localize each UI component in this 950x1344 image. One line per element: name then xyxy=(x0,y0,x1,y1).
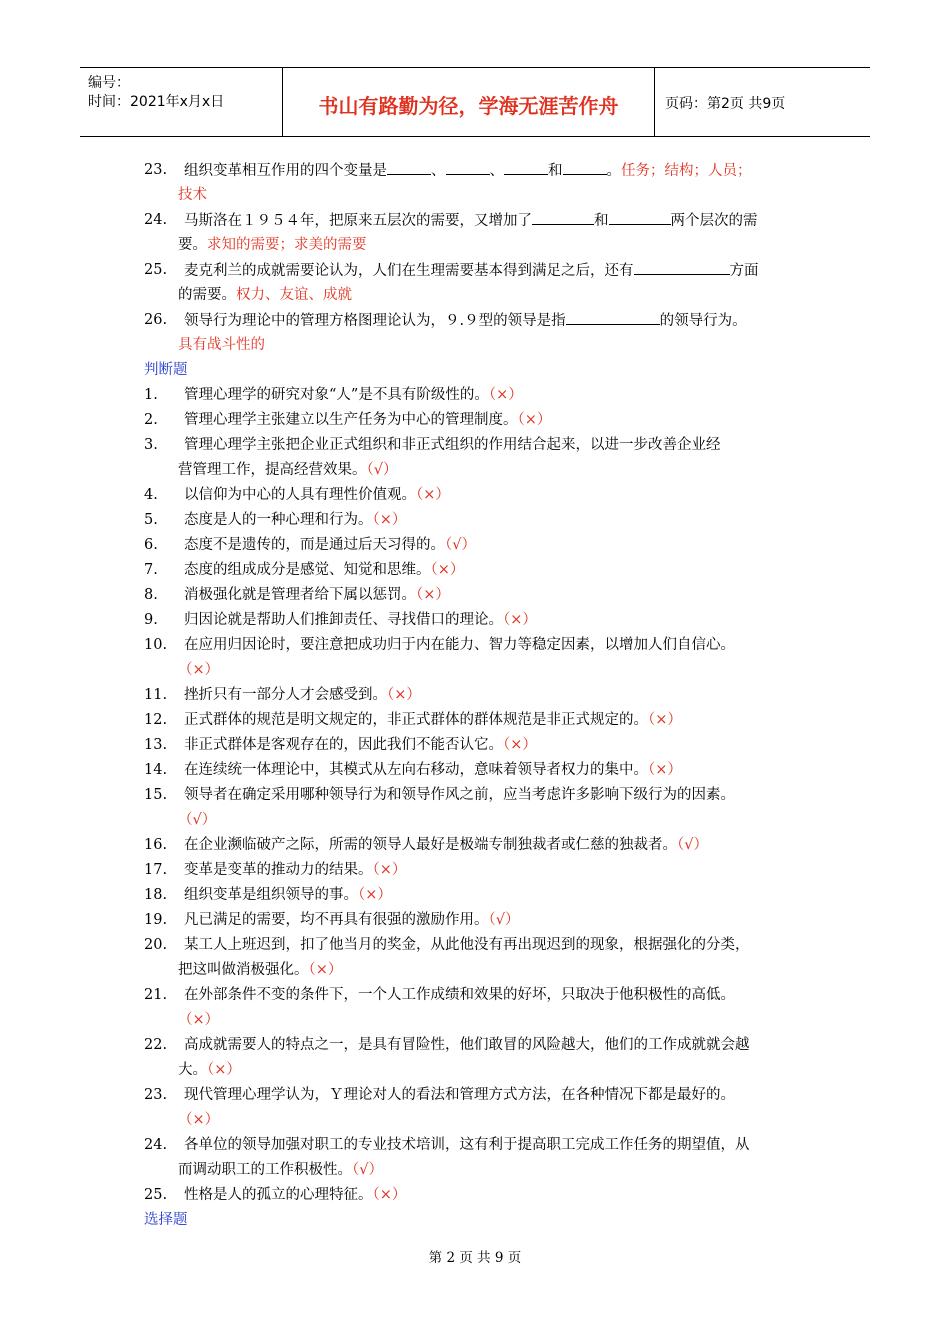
item-number: 17. xyxy=(144,862,168,878)
item-number: 19. xyxy=(144,912,168,928)
judge-item xyxy=(144,733,824,758)
item-text: 管理心理学主张把企业正式组织和非正式组织的作用结合起来，以进一步改善企业经 xyxy=(184,437,721,453)
item-answer: （×） xyxy=(372,512,407,528)
judge-item-cont xyxy=(144,1108,824,1133)
item-number: 12. xyxy=(144,712,168,728)
item-text: 各单位的领导加强对职工的专业技术培训，这有利于提高职工完成工作任务的期望值，从 xyxy=(184,1137,750,1153)
judge-item-cont xyxy=(144,458,824,483)
item-answer: 具有战斗性的 xyxy=(178,337,265,353)
item-text: 凡已满足的需要，均不再具有很强的激励作用。（√） xyxy=(184,912,520,928)
item-answer: （×） xyxy=(648,712,682,728)
judge-item-cont xyxy=(144,1058,824,1083)
item-answer: 权力、友谊、成就 xyxy=(236,287,352,303)
item-answer: （×） xyxy=(358,887,392,903)
judge-item xyxy=(144,583,824,608)
doc-code-label: 编号： xyxy=(88,75,130,91)
item-answer: （×） xyxy=(648,762,682,778)
item-number: 9. xyxy=(144,612,158,628)
judge-item xyxy=(144,1083,824,1108)
item-number: 24. xyxy=(144,212,168,228)
item-number: 1. xyxy=(144,387,158,403)
item-answer: （×） xyxy=(503,612,537,628)
item-text: 领导行为理论中的管理方格图理论认为，９.９型的领导是指 的领导行为。 xyxy=(184,308,747,334)
item-text: 高成就需要人的特点之一，是具有冒险性，他们敢冒的风险越大，他们的工作成就就会越 xyxy=(184,1037,750,1053)
item-answer: （×） xyxy=(308,962,343,978)
item-text: 领导者在确定采用哪种领导行为和领导作风之前，应当考虑许多影响下级行为的因素。 xyxy=(184,787,735,803)
item-answer: （×） xyxy=(372,862,407,878)
item-number: 20. xyxy=(144,937,168,953)
item-number: 3. xyxy=(144,437,158,453)
header-motto-cell xyxy=(283,68,655,136)
item-answer: （×） xyxy=(178,662,220,678)
item-answer: （×） xyxy=(416,587,450,603)
fill-item-cont xyxy=(144,183,824,208)
header-page-code: 页码：第2页 共9页 xyxy=(665,96,786,112)
item-text: 的需要。权力、友谊、成就 xyxy=(178,287,352,303)
judge-item xyxy=(144,1183,824,1208)
item-number: 15. xyxy=(144,787,168,803)
item-text: 挫折只有一部分人才会感受到。（×） xyxy=(184,687,421,703)
section-row xyxy=(144,1208,824,1233)
item-number: 2. xyxy=(144,412,158,428)
item-answer: （×） xyxy=(178,1112,220,1128)
fill-item xyxy=(144,158,824,183)
item-text: 麦克利兰的成就需要论认为，人们在生理需要基本得到满足之后，还有 方面 xyxy=(184,258,759,284)
item-answer: （×） xyxy=(517,412,552,428)
item-number: 5. xyxy=(144,512,158,528)
item-answer: （√） xyxy=(488,912,520,928)
item-text: 以信仰为中心的人具有理性价值观。（×） xyxy=(184,487,450,503)
judge-item xyxy=(144,1133,824,1158)
section-heading-judge: 判断题 xyxy=(144,362,188,378)
header-meta-cell xyxy=(80,68,283,136)
item-answer: （×） xyxy=(387,687,421,703)
fill-item-cont xyxy=(144,333,824,358)
judge-item xyxy=(144,708,824,733)
item-text: 马斯洛在１９５４年，把原来五层次的需要，又增加了 和 两个层次的需 xyxy=(184,208,758,234)
item-text: 性格是人的孤立的心理特征。（×） xyxy=(184,1187,407,1203)
item-number: 7. xyxy=(144,562,158,578)
item-answer: （×） xyxy=(207,1062,241,1078)
header-page-cell xyxy=(655,68,870,136)
item-text: 态度的组成成分是感觉、知觉和思维。（×） xyxy=(184,562,465,578)
judge-item xyxy=(144,433,824,458)
judge-item-cont xyxy=(144,658,824,683)
header-motto: 书山有路勤为径，学海无涯苦作舟 xyxy=(318,94,619,118)
judge-item xyxy=(144,858,824,883)
item-text-cont: 营管理工作，提高经营效果。（√） xyxy=(178,462,398,478)
item-number: 6. xyxy=(144,537,158,553)
section-row xyxy=(144,358,824,383)
item-number: 25. xyxy=(144,1187,168,1203)
judge-item-cont xyxy=(144,1158,824,1183)
page-footer: 第 2 页 共 9 页 xyxy=(428,1250,522,1266)
page-header xyxy=(80,67,870,137)
item-number: 11. xyxy=(144,687,168,703)
judge-item xyxy=(144,533,824,558)
item-number: 21. xyxy=(144,987,168,1003)
item-text: 变革是变革的推动力的结果。（×） xyxy=(184,862,407,878)
item-number: 26. xyxy=(144,312,168,328)
doc-date-label: 时间：2021年x月x日 xyxy=(88,94,225,110)
item-text-cont xyxy=(178,808,216,833)
item-answer: （×） xyxy=(416,487,450,503)
item-text: 非正式群体是客观存在的，因此我们不能否认它。（×） xyxy=(184,737,537,753)
judge-item xyxy=(144,408,824,433)
judge-item xyxy=(144,508,824,533)
item-answer: （√） xyxy=(677,837,708,853)
judge-item xyxy=(144,833,824,858)
item-text: 组织变革是组织领导的事。（×） xyxy=(184,887,392,903)
item-text: 在外部条件不变的条件下，一个人工作成绩和效果的好坏，只取决于他积极性的高低。 xyxy=(184,987,735,1003)
item-text: 在企业濒临破产之际，所需的领导人最好是极端专制独裁者或仁慈的独裁者。（√） xyxy=(184,837,708,853)
item-text: 在连续统一体理论中，其模式从左向右移动，意味着领导者权力的集中。（×） xyxy=(184,762,682,778)
item-answer: （√） xyxy=(445,537,476,553)
item-text-cont: 而调动职工的工作积极性。（√） xyxy=(178,1162,383,1178)
judge-item xyxy=(144,908,824,933)
judge-item-cont xyxy=(144,1008,824,1033)
item-number: 10. xyxy=(144,637,168,653)
item-number: 23. xyxy=(144,1087,168,1103)
item-text-cont: 把这叫做消极强化。（×） xyxy=(178,962,343,978)
item-text: 在应用归因论时，要注意把成功归于内在能力、智力等稳定因素，以增加人们自信心。 xyxy=(184,637,735,653)
item-number: 16. xyxy=(144,837,168,853)
item-text: 归因论就是帮助人们推卸责任、寻找借口的理论。（×） xyxy=(184,612,537,628)
item-text-cont: 大。（×） xyxy=(178,1062,241,1078)
judge-item xyxy=(144,383,824,408)
item-text: 管理心理学的研究对象“人”是不具有阶级性的。（×） xyxy=(184,387,523,403)
judge-item xyxy=(144,783,824,808)
item-number: 23. xyxy=(144,162,168,178)
judge-item xyxy=(144,883,824,908)
section-heading-choice: 选择题 xyxy=(144,1212,188,1228)
item-text: 组织变革相互作用的四个变量是 、 、 和 。任务；结构；人员； xyxy=(184,158,752,184)
item-number: 25. xyxy=(144,262,168,278)
item-answer: （×） xyxy=(430,562,465,578)
document-body xyxy=(144,158,824,1233)
item-text-cont xyxy=(178,1008,219,1033)
item-number: 8. xyxy=(144,587,158,603)
item-text: 要。求知的需要；求美的需要 xyxy=(178,237,367,253)
item-number: 18. xyxy=(144,887,168,903)
item-answer: （×） xyxy=(503,737,537,753)
judge-item xyxy=(144,633,824,658)
item-number: 22. xyxy=(144,1037,168,1053)
item-text: 态度是人的一种心理和行为。（×） xyxy=(184,512,407,528)
item-text: 某工人上班迟到，扣了他当月的奖金，从此他没有再出现迟到的现象，根据强化的分类， xyxy=(184,937,750,953)
fill-item xyxy=(144,258,824,283)
item-answer: （√） xyxy=(352,1162,383,1178)
judge-item-cont xyxy=(144,808,824,833)
fill-item-cont xyxy=(144,233,824,258)
judge-item xyxy=(144,483,824,508)
item-number: 24. xyxy=(144,1137,168,1153)
item-number: 4. xyxy=(144,487,158,503)
item-answer: （×） xyxy=(488,387,523,403)
judge-list xyxy=(144,383,824,1208)
item-text: 态度不是遗传的，而是通过后天习得的。（√） xyxy=(184,537,476,553)
item-text-cont xyxy=(178,1108,219,1133)
judge-item xyxy=(144,758,824,783)
item-answer: 技术 xyxy=(178,187,207,203)
judge-item xyxy=(144,558,824,583)
item-answer: （√） xyxy=(366,462,398,478)
fill-item xyxy=(144,308,824,333)
judge-item xyxy=(144,608,824,633)
item-text: 消极强化就是管理者给下属以惩罚。（×） xyxy=(184,587,450,603)
item-text-cont xyxy=(178,658,219,683)
item-answer: （√） xyxy=(178,812,217,828)
judge-item xyxy=(144,683,824,708)
judge-item xyxy=(144,983,824,1008)
item-text: 正式群体的规范是明文规定的，非正式群体的群体规范是非正式规定的。（×） xyxy=(184,712,682,728)
judge-item xyxy=(144,933,824,958)
judge-item-cont xyxy=(144,958,824,983)
item-answer: 任务；结构；人员； xyxy=(621,163,752,179)
item-answer: （×） xyxy=(178,1012,220,1028)
item-number: 13. xyxy=(144,737,168,753)
fill-item-cont xyxy=(144,283,824,308)
item-text: 现代管理心理学认为，Ｙ理论对人的看法和管理方式方法，在各种情况下都是最好的。 xyxy=(184,1087,735,1103)
judge-item xyxy=(144,1033,824,1058)
item-answer: 求知的需要；求美的需要 xyxy=(207,237,367,253)
fill-item xyxy=(144,208,824,233)
item-number: 14. xyxy=(144,762,168,778)
item-answer: （×） xyxy=(372,1187,407,1203)
item-text: 管理心理学主张建立以生产任务为中心的管理制度。（×） xyxy=(184,412,552,428)
